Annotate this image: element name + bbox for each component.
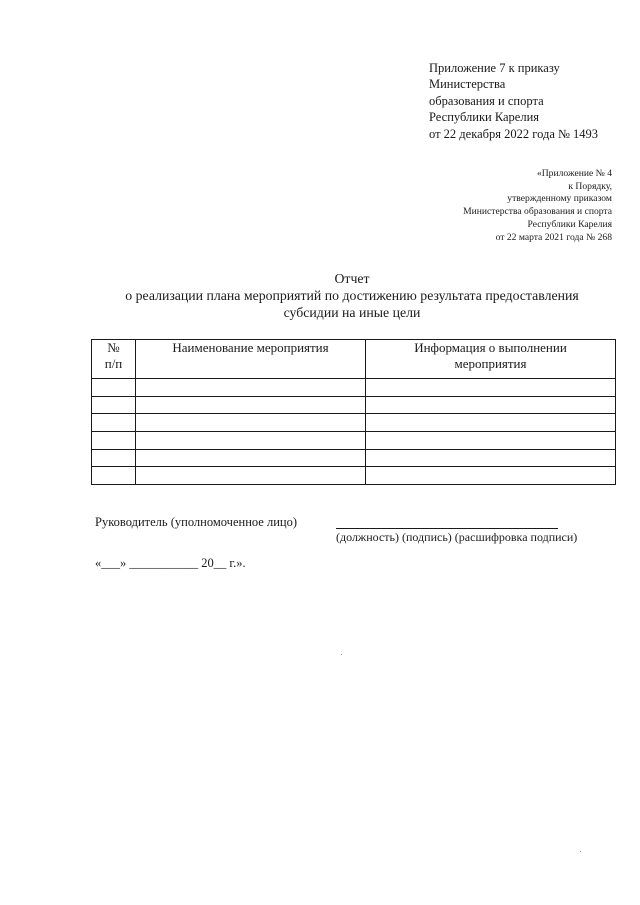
signatory-label: Руководитель (уполномоченное лицо)	[95, 515, 298, 529]
table-cell	[366, 432, 616, 450]
table-cell	[136, 467, 366, 485]
appendix-4-line: от 22 марта 2021 года № 268	[495, 231, 612, 243]
table-row	[92, 467, 616, 485]
signature-hint: (должность) (подпись) (расшифровка подписи)	[336, 530, 578, 544]
table-cell	[136, 432, 366, 450]
appendix-7-line: образования и спорта	[429, 93, 544, 108]
table-cell	[366, 379, 616, 397]
signature-underline	[336, 528, 558, 529]
header-number: № п/п	[92, 340, 136, 379]
title-line-1: Отчет	[334, 271, 370, 286]
date-placeholder: «___» ___________ 20__ г.».	[95, 556, 246, 570]
table-row	[92, 449, 616, 467]
table-row	[92, 396, 616, 414]
scan-speck	[580, 851, 581, 852]
appendix-4-line: Республики Карелия	[527, 218, 612, 230]
table-header-row	[92, 340, 616, 379]
table-cell	[136, 414, 366, 432]
appendix-7-line: Приложение 7 к приказу	[429, 61, 560, 75]
table-cell	[136, 449, 366, 467]
appendix-7-line: Министерства	[429, 77, 506, 92]
title-line-2: о реализации плана мероприятий по достижению результата предоставления	[125, 288, 579, 304]
appendix-7-line: Республики Карелия	[429, 110, 540, 125]
table-cell	[92, 396, 136, 414]
header-completion-info: Информация о выполнении мероприятия	[366, 340, 616, 379]
table-cell	[366, 414, 616, 432]
appendix-7-line: от 22 декабря 2022 года № 1493	[429, 126, 599, 141]
appendix-4-line: «Приложение № 4	[536, 168, 612, 179]
header-activity-name: Наименование мероприятия	[136, 340, 366, 379]
appendix-4-reference	[352, 168, 612, 244]
table-cell	[366, 467, 616, 485]
table-cell	[92, 449, 136, 467]
appendix-4-line: Министерства образования и спорта	[463, 206, 612, 218]
table-cell	[92, 379, 136, 397]
document-title	[0, 270, 640, 322]
table-cell	[136, 379, 366, 397]
table-row	[92, 432, 616, 450]
table-row	[92, 414, 616, 432]
report-table	[91, 339, 616, 485]
appendix-4-line: к Порядку,	[568, 180, 612, 192]
title-line-3: субсидии на иные цели	[283, 305, 421, 321]
appendix-4-line: утвержденному приказом	[507, 193, 612, 205]
table-cell	[92, 414, 136, 432]
table-cell	[366, 449, 616, 467]
table-cell	[92, 467, 136, 485]
table-cell	[92, 432, 136, 450]
appendix-7-reference	[429, 60, 629, 142]
table-row	[92, 379, 616, 397]
table-cell	[366, 396, 616, 414]
table-cell	[136, 396, 366, 414]
scan-speck	[341, 654, 342, 655]
